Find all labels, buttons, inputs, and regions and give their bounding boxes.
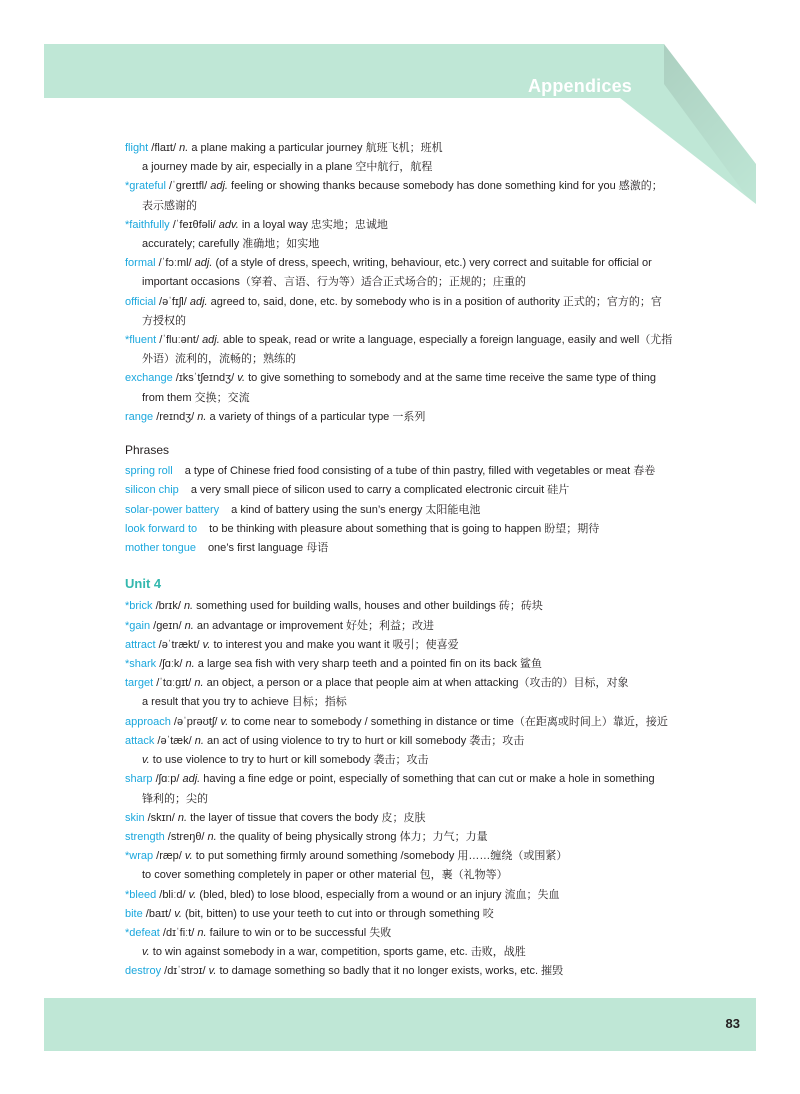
glossary-entry (125, 924, 700, 962)
phonetic: /əˈtrækt/ (155, 638, 203, 651)
phonetic: /skɪn/ (144, 811, 178, 824)
translation: 正式的；官方的；官 (559, 295, 662, 308)
definition: (bled, bled) to lose blood, especially from a wound or an injury (196, 888, 502, 901)
headword: strength (125, 830, 165, 843)
headword: destroy (125, 965, 162, 978)
glossary-entry (125, 962, 700, 981)
headword: *fluent (125, 334, 157, 347)
phonetic: /dɪˈstrɔɪ/ (161, 965, 209, 978)
glossary-entry (125, 177, 700, 215)
part-of-speech: n. (207, 830, 217, 843)
translation: 袭击；攻击 (466, 734, 525, 747)
headword: *brick (125, 600, 153, 613)
headword: sharp (125, 773, 153, 786)
glossary-entry (125, 636, 700, 655)
glossary-entry (125, 331, 700, 369)
part-of-speech: v. (237, 372, 246, 385)
glossary-entry (125, 886, 700, 905)
headword: formal (125, 257, 156, 270)
translation: 体力；力气；力量 (396, 830, 488, 843)
glossary-entry (125, 770, 700, 808)
translation: 忠实地；忠诚地 (307, 218, 388, 231)
word-list-unit-4 (125, 597, 700, 981)
definition: a variety of things of a particular type (206, 410, 390, 423)
translation: 失败 (366, 926, 392, 939)
phonetic: /bliːd/ (156, 888, 189, 901)
phonetic: /streŋθ/ (164, 830, 208, 843)
translation: 好处；利益；改进 (342, 619, 435, 632)
phrase-headword: solar-power battery (125, 503, 220, 516)
part-of-speech: n. (183, 600, 194, 613)
word-list-unit-3 (125, 139, 700, 427)
glossary-entry (125, 905, 700, 924)
definition: having a fine edge or point, especially of something that can cut or make a hole in something (200, 773, 655, 786)
headword: skin (125, 811, 145, 824)
translation: 航班飞机；班机 (362, 142, 443, 154)
entry-continuation (125, 235, 700, 254)
glossary-entry (125, 655, 700, 674)
phrase-headword: silicon chip (125, 484, 179, 497)
headword: *wrap (125, 850, 154, 863)
phrase-headword: mother tongue (125, 542, 196, 555)
continuation-text: from them 交换；交流 (142, 391, 250, 404)
part-of-speech: v. (208, 965, 217, 978)
glossary-entry (125, 847, 700, 885)
phrase-list (125, 462, 700, 558)
phrase-headword: look forward to (125, 522, 198, 535)
part-of-speech: adj. (189, 295, 208, 308)
phonetic: /ˈfeɪθfəli/ (169, 218, 219, 231)
part-of-speech: n. (185, 658, 195, 671)
part-of-speech: adj. (210, 180, 228, 193)
footer-band (44, 998, 756, 1051)
glossary-entry (125, 828, 700, 847)
phonetic: /brɪk/ (152, 600, 184, 613)
phonetic: /flaɪt/ (148, 142, 180, 154)
phonetic: /əˈtæk/ (154, 734, 195, 747)
headword: exchange (125, 372, 173, 385)
phonetic: /ɪksˈtʃeɪndʒ/ (172, 372, 238, 385)
phonetic: /ɡeɪn/ (150, 619, 185, 632)
phrase-definition: a kind of battery using the sun’s energy 太阳能电池 (231, 503, 481, 516)
continuation-text: a journey made by air, especially in a plane 空中航行，航程 (142, 161, 433, 174)
phrase-definition: a type of Chinese fried food consisting of a tube of thin pastry, filled with vegetables or meat 春卷 (184, 465, 656, 478)
continuation-text: 方授权的 (142, 314, 186, 327)
phonetic: /ˈfluːənt/ (156, 334, 203, 347)
headword: *gain (125, 619, 151, 632)
definition: (bit, bitten) to use your teeth to cut into or through something (181, 907, 480, 920)
part-of-speech: adj. (202, 334, 220, 347)
headword: attack (125, 734, 155, 747)
phonetic: /ræp/ (153, 850, 185, 863)
headword: flight (125, 142, 149, 154)
phrase-definition: one’s first language 母语 (207, 542, 329, 555)
phonetic: /ˈɡreɪtfl/ (165, 180, 211, 193)
translation: 摧毁 (538, 965, 564, 978)
headword: *defeat (125, 926, 160, 939)
definition: the layer of tissue that covers the body (187, 811, 379, 824)
section-title: Appendices (527, 76, 632, 96)
entry-continuation (125, 790, 700, 809)
glossary-entry (125, 674, 700, 712)
definition: an object, a person or a place that people aim at when attacking (203, 677, 519, 690)
headword: approach (125, 715, 171, 728)
phrase-definition: a very small piece of silicon used to carry a complicated electronic circuit 硅片 (190, 484, 570, 497)
entry-continuation (125, 350, 700, 369)
definition: failure to win or to be successful (206, 926, 367, 939)
part-of-speech: n. (194, 734, 204, 747)
phrase-entry (125, 539, 700, 558)
part-of-speech: n. (197, 410, 207, 423)
definition: a plane making a particular journey (188, 142, 363, 154)
translation: 吸引；使喜爱 (389, 638, 459, 651)
phrase-entry (125, 520, 700, 539)
part-of-speech: adj. (182, 773, 201, 786)
definition: to give something to somebody and at the same time receive the same type of thing (245, 372, 656, 385)
headword: range (125, 410, 154, 423)
definition: to come near to somebody / something in distance or time (228, 715, 514, 728)
continuation-text: accurately; carefully 准确地；如实地 (142, 238, 320, 251)
part-of-speech: n. (194, 677, 204, 690)
phonetic: /baɪt/ (142, 907, 175, 920)
part-of-speech: n. (179, 142, 189, 154)
headword: *bleed (125, 888, 157, 901)
definition: to damage something so badly that it no longer exists, works, etc. (216, 965, 539, 978)
entry-continuation (125, 312, 700, 331)
translation: （在距离或时间上）靠近，接近 (513, 715, 668, 728)
entry-continuation (125, 158, 700, 177)
continuation-text: 锋利的；尖的 (142, 792, 208, 805)
definition: (of a style of dress, speech, writing, behaviour, etc.) very correct and suitable for official or (212, 257, 652, 270)
part-of-speech: v. (184, 850, 193, 863)
page-number: 83 (725, 1016, 740, 1031)
definition: a large sea fish with very sharp teeth and a pointed fin on its back (194, 658, 517, 671)
part-of-speech: n. (177, 811, 188, 824)
phonetic: /dɪˈfiːt/ (159, 926, 198, 939)
part-of-speech: adj. (194, 257, 213, 270)
continuation-text: to use violence to try to hurt or kill somebody 袭击；攻击 (149, 754, 429, 767)
phonetic: /əˈfɪʃl/ (155, 295, 190, 308)
phonetic: /ʃɑːk/ (156, 658, 186, 671)
glossary-entry (125, 369, 700, 407)
definition: to interest you and make you want it (210, 638, 390, 651)
translation: 一系列 (389, 410, 426, 423)
phrase-entry (125, 481, 700, 500)
phonetic: /ʃɑːp/ (152, 773, 183, 786)
glossary-entry (125, 732, 700, 770)
entry-continuation (125, 389, 700, 408)
translation: 鲨鱼 (516, 658, 543, 671)
part-of-speech: v. (202, 638, 211, 651)
definition: feeling or showing thanks because somebody has done something kind for you (228, 180, 616, 193)
translation: （尤指 (639, 334, 673, 347)
part-of-speech: n. (184, 619, 194, 632)
entry-continuation (125, 273, 700, 292)
definition: an act of using violence to try to hurt or kill somebody (203, 734, 467, 747)
glossary-entry (125, 139, 700, 177)
glossary-entry (125, 254, 700, 292)
translation: （攻击的）目标，对象 (518, 677, 629, 690)
phonetic: /reɪndʒ/ (153, 410, 198, 423)
definition: an advantage or improvement (193, 619, 343, 632)
phrase-entry (125, 462, 700, 481)
definition: able to speak, read or write a language, especially a foreign language, easily and well (219, 334, 640, 347)
unit-title: Unit 4 (125, 576, 162, 592)
translation: 皮；皮肤 (378, 811, 426, 824)
headword: *shark (125, 658, 157, 671)
headword: bite (125, 907, 143, 920)
continuation-text: 外语）流利的，流畅的；熟练的 (142, 353, 296, 366)
headword: *faithfully (125, 218, 170, 231)
part-of-speech: adv. (218, 218, 239, 231)
definition: to put something firmly around something /somebody (192, 850, 455, 863)
entry-continuation (125, 751, 700, 770)
glossary-content (125, 139, 700, 982)
continuation-text: 表示感谢的 (142, 199, 197, 212)
translation: 咬 (479, 907, 494, 920)
glossary-entry (125, 809, 700, 828)
entry-continuation (125, 693, 700, 712)
part-of-speech: v. (142, 946, 150, 959)
entry-continuation (125, 866, 700, 885)
part-of-speech: v. (188, 888, 197, 901)
phrases-title: Phrases (125, 443, 170, 458)
phonetic: /əˈprəʊtʃ/ (170, 715, 221, 728)
glossary-entry (125, 617, 700, 636)
entry-continuation (125, 197, 700, 216)
phrase-headword: spring roll (125, 465, 173, 478)
translation: 流血；失血 (501, 888, 560, 901)
definition: agreed to, said, done, etc. by somebody who is in a position of authority (207, 295, 560, 308)
part-of-speech: v. (174, 907, 182, 920)
continuation-text: important occasions（穿着、言语、行为等）适合正式场合的；正规的；庄重的 (142, 276, 526, 289)
definition: in a loyal way (238, 218, 308, 231)
glossary-entry (125, 216, 700, 254)
glossary-entry (125, 408, 700, 427)
continuation-text: a result that you try to achieve 目标；指标 (142, 696, 347, 709)
headword: *grateful (125, 180, 166, 193)
phonetic: /ˈtɑːɡɪt/ (153, 677, 195, 690)
phrase-definition: to be thinking with pleasure about something that is going to happen 盼望；期待 (209, 522, 600, 535)
definition: the quality of being physically strong (216, 830, 397, 843)
headword: target (125, 677, 154, 690)
continuation-text: to win against somebody in a war, competition, sports game, etc. 击败，战胜 (149, 946, 526, 959)
glossary-entry (125, 293, 700, 331)
glossary-entry (125, 713, 700, 732)
phrase-entry (125, 501, 700, 520)
translation: 用……缠绕（或围紧） (454, 850, 568, 863)
definition: something used for building walls, houses and other buildings (193, 600, 496, 613)
entry-continuation (125, 943, 700, 962)
part-of-speech: n. (197, 926, 207, 939)
headword: official (125, 295, 156, 308)
part-of-speech: v. (220, 715, 229, 728)
translation: 感激的； (615, 180, 663, 193)
phonetic: /ˈfɔːml/ (155, 257, 195, 270)
part-of-speech: v. (142, 754, 150, 767)
translation: 砖；砖块 (495, 600, 543, 613)
glossary-entry (125, 597, 700, 616)
headword: attract (125, 638, 156, 651)
continuation-text: to cover something completely in paper or other material 包，裹（礼物等） (142, 869, 508, 882)
